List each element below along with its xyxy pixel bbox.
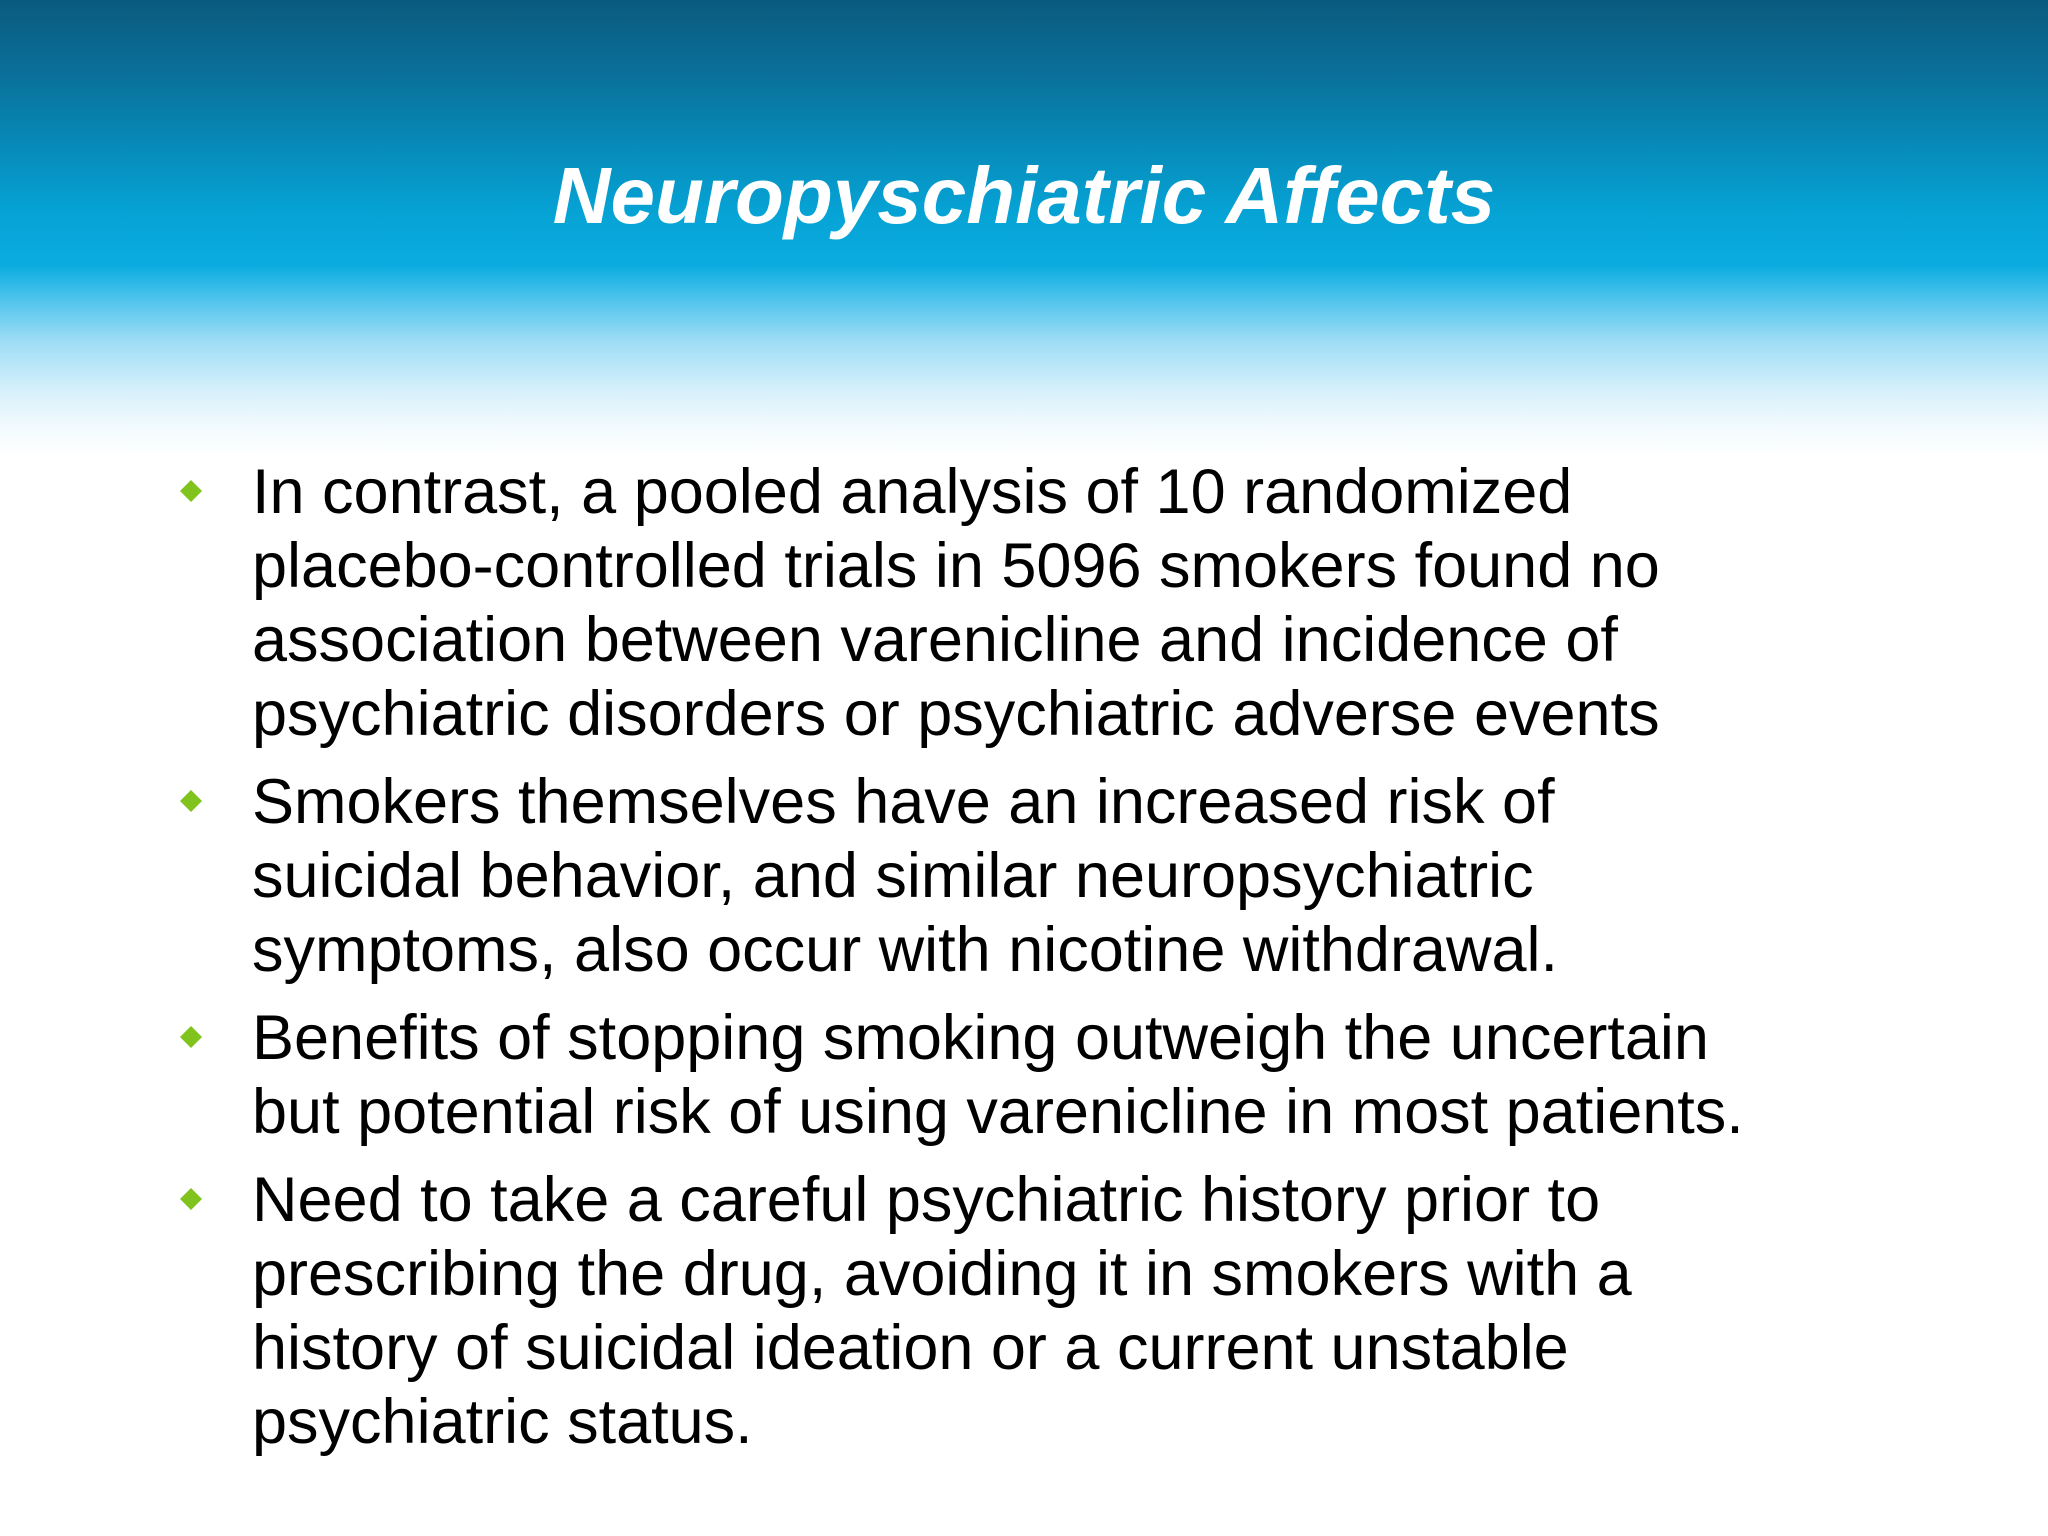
slide-title: Neuropyschiatric Affects [552,151,1496,240]
bullet-line: prescribing the drug, avoiding it in smokers with a [252,1239,1632,1309]
diamond-bullet-icon [180,480,202,502]
bullet-line: In contrast, a pooled analysis of 10 randomized [252,457,1573,527]
bullet-line: symptoms, also occur with nicotine withdrawal. [252,915,1558,985]
bullet-item-1 [180,455,1880,751]
bullet-line: placebo-controlled trials in 5096 smokers found no [252,531,1660,601]
bullet-text [252,455,1880,751]
diamond-bullet-icon [180,1188,202,1210]
bullet-text [252,1163,1880,1459]
diamond-bullet-icon [180,1026,202,1048]
bullet-line: psychiatric disorders or psychiatric adverse events [252,679,1660,749]
bullet-line: Need to take a careful psychiatric history prior to [252,1165,1601,1235]
bullet-line: history of suicidal ideation or a current unstable [252,1313,1569,1383]
diamond-bullet-icon [180,790,202,812]
bullet-item-3 [180,1001,1880,1149]
bullet-list [180,455,1880,1473]
bullet-text [252,765,1880,987]
bullet-line: but potential risk of using varenicline in most patients. [252,1077,1744,1147]
bullet-line: Smokers themselves have an increased risk of [252,767,1555,837]
bullet-item-2 [180,765,1880,987]
bullet-line: psychiatric status. [252,1387,753,1457]
bullet-text [252,1001,1880,1149]
bullet-item-4 [180,1163,1880,1459]
bullet-line: suicidal behavior, and similar neuropsychiatric [252,841,1534,911]
bullet-line: association between varenicline and incidence of [252,605,1618,675]
bullet-line: Benefits of stopping smoking outweigh the uncertain [252,1003,1709,1073]
